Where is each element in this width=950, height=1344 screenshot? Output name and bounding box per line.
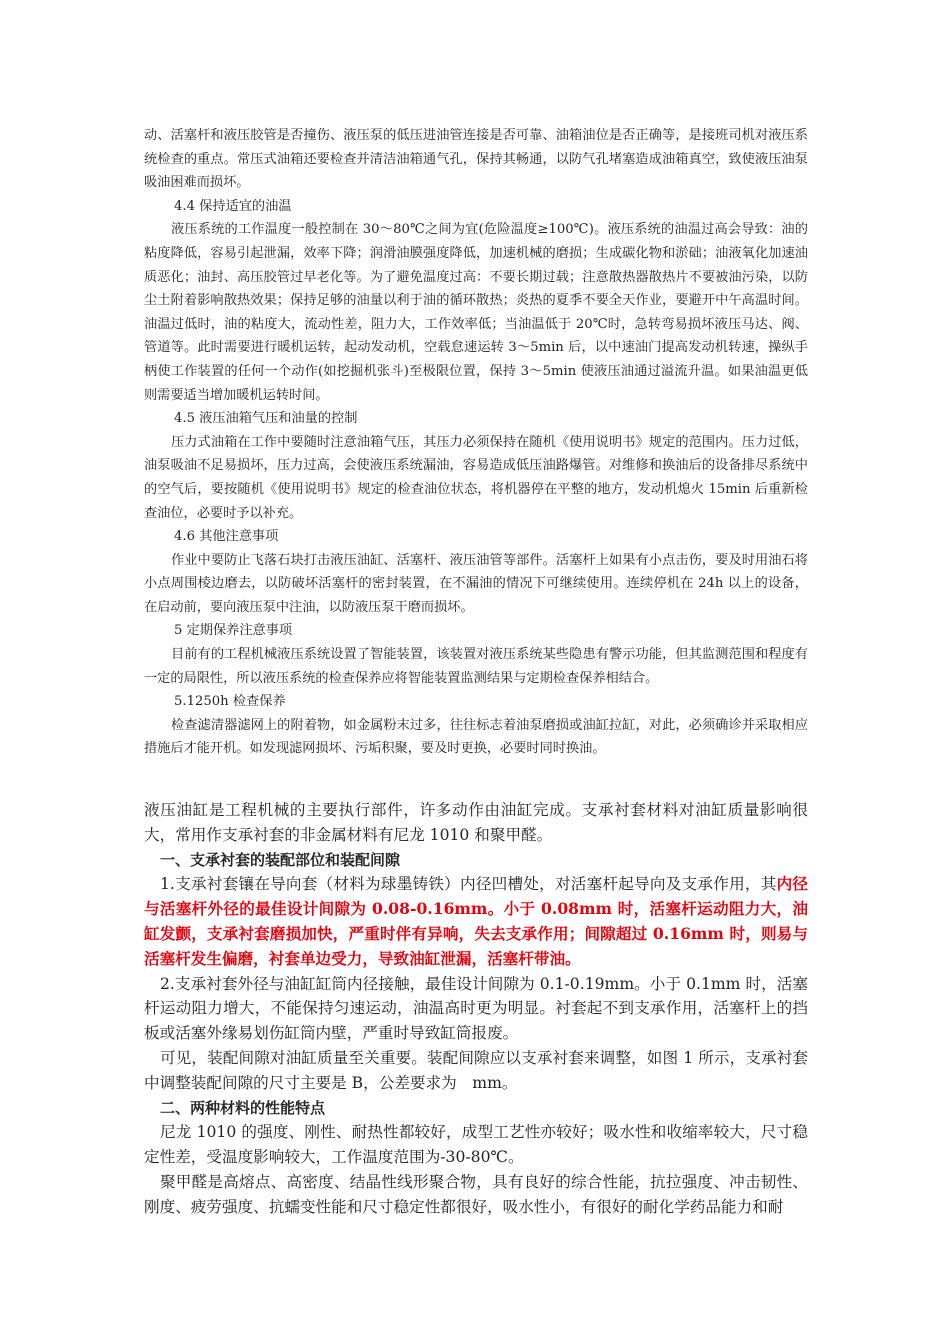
paragraph-periodic-maintenance: 目前有的工程机械液压系统设置了智能装置，该装置对液压系统某些隐患有警示功能，但其监测范围和程度有一定的局限性，所以液压系统的检查保养应将智能装置监测结果与定期检查保养相结合。 (144, 647, 808, 686)
maintenance-section (144, 124, 808, 761)
heading-4-4: 4.4 保持适宜的油温 (174, 198, 292, 214)
bushing-article (144, 798, 808, 1220)
paragraph-other-notes: 作业中要防止飞落石块打击液压油缸、活塞杆、液压油管等部件。活塞杆上如果有小点击伤，要及时用油石将小点周围棱边磨去，以防破坏活塞杆的密封装置，在不漏油的情况下可继续使用。连续停机在 24h 以上的设备，在启动前，要向液压泵中注油，以防液压泵干磨而损坏。 (144, 552, 808, 615)
paragraph-nylon-1010: 尼龙 1010 的强度、刚性、耐热性都较好，成型工艺性亦较好；吸水性和收缩率较大，尺寸稳定性差，受温度影响较大，工作温度范围为-30-80℃。 (144, 1123, 808, 1167)
inner-clearance-highlight: 内径与活塞杆外径的最佳设计间隙为 0.08-0.16mm。小于 0.08mm 时，活塞杆运动阻力大，油缸发颤，支承衬套磨损加快，严重时伴有异响，失去支承作用；间隙超过 0.16mm 时，则易与活塞杆发生偏磨，衬套单边受力，导致油缸泄漏，活塞杆带油。 (144, 874, 808, 968)
paragraph-250h-check: 检查滤清器滤网上的附着物，如金属粉末过多，往往标志着油泵磨损或油缸拉缸，对此，必须确诊并采取相应措施后才能开机。如发现滤网损坏、污垢积聚，要及时更换，必要时同时换油。 (144, 717, 808, 757)
heading-5-1: 5.1250h 检查保养 (174, 694, 286, 710)
heading-assembly-clearance: 一、支承衬套的装配部位和装配间隙 (160, 850, 401, 869)
heading-5: 5 定期保养注意事项 (174, 623, 293, 639)
paragraph-oil-temperature: 液压系统的工作温度一般控制在 30～80℃之间为宜(危险温度≥100℃)。液压系统的油温过高会导致：油的粘度降低，容易引起泄漏，效率下降；润滑油膜强度降低，加速机械的磨损；生成碳化物和淤础；油液氧化加速油质恶化；油封、高压胶管过早老化等。为了避免温度过高：不要长期过载；注意散热器散热片不要被油污染，以防尘土附着影响散热效果；保持足够的油量以利于油的循环散热；炎热的夏季不要全天作业，要避开中午高温时间。油温过低时，油的粘度大，流动性差，阻力大，工作效率低；当油温低于 20℃时，急转弯易损坏液压马达、阀、管道等。此时需要进行暖机运转，起动发动机，空载怠速运转 3～5min 后，以中速油门提高发动机转速，操纵手柄使工作装置的任何一个动作(如挖掘机张斗)至极限位置，保持 3～5min 使液压油通过溢流升温。如果油温更低则需要适当增加暖机运转时间。 (144, 222, 808, 403)
heading-4-5: 4.5 液压油箱气压和油量的控制 (174, 411, 358, 427)
paragraph-polyoxymethylene: 聚甲醛是高熔点、高密度、结晶性线形聚合物，具有良好的综合性能，抗拉强度、冲击韧性、刚度、疲劳强度、抗蠕变性能和尺寸稳定性都很好，吸水性小，有很好的耐化学药品能力和耐 (144, 1172, 808, 1216)
paragraph-tank-pressure: 压力式油箱在工作中要随时注意油箱气压，其压力必须保持在随机《使用说明书》规定的范围内。压力过低，油泵吸油不足易损坏，压力过高，会使液压系统漏油，容易造成低压油路爆管。对维修和换油后的设备排尽系统中的空气后，要按随机《使用说明书》规定的检查油位状态，将机器停在平整的地方，发动机熄火 15min 后重新检查油位，必要时予以补充。 (144, 434, 808, 521)
heading-material-properties: 二、两种材料的性能特点 (160, 1098, 326, 1117)
heading-4-6: 4.6 其他注意事项 (174, 529, 279, 545)
paragraph-outer-clearance: 2.支承衬套外径与油缸缸筒内径接触，最佳设计间隙为 0.1-0.19mm。小于 0.1mm 时，活塞杆运动阻力增大，不能保持匀速运动，油温高时更为明显。衬套起不到支承作用，活塞杆上的挡板或活塞外缘易划伤缸筒内壁，严重时导致缸筒报废。 (144, 974, 808, 1043)
inner-clearance-text: 1.支承衬套镶在导向套（材料为球墨铸铁）内径凹槽处，对活塞杆起导向及支承作用，其 (160, 875, 777, 894)
paragraph-clearance-importance: 可见，装配间隙对油缸质量至关重要。装配间隙应以支承衬套来调整，如图 1 所示，支承衬套中调整装配间隙的尺寸主要是 B，公差要求为 mm。 (144, 1048, 808, 1092)
paragraph-inner-clearance (144, 872, 808, 971)
article-intro: 液压油缸是工程机械的主要执行部件，许多动作由油缸完成。支承衬套材料对油缸质量影响很大，常用作支承衬套的非金属材料有尼龙 1010 和聚甲醛。 (144, 801, 808, 844)
paragraph-oil-line-check: 动、活塞杆和液压胶管是否撞伤、液压泵的低压进油管连接是否可靠、油箱油位是否正确等，是接班司机对液压系统检查的重点。常压式油箱还要检查并清洁油箱通气孔，保持其畅通，以防气孔堵塞造成油箱真空，致使液压油泵吸油困难而损坏。 (144, 128, 808, 191)
